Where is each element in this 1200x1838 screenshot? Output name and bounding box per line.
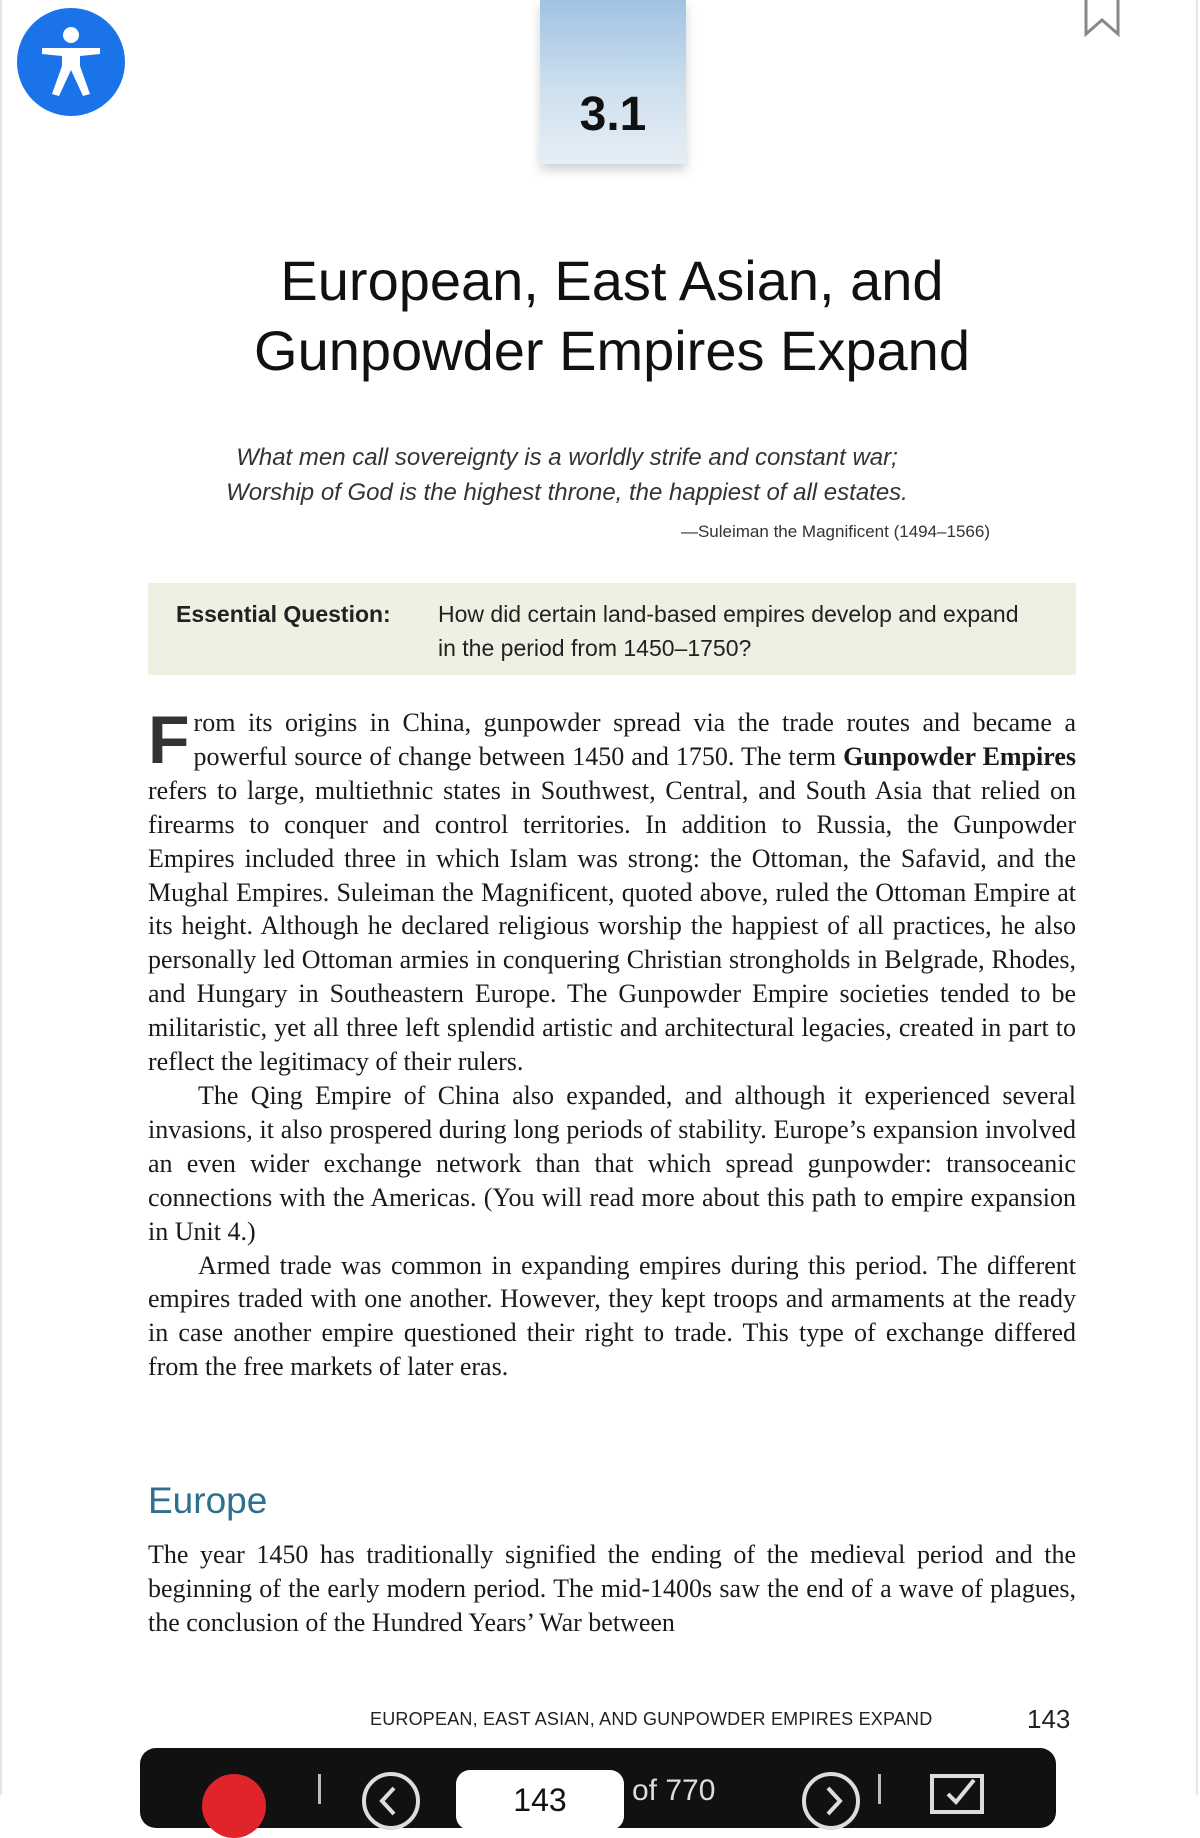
bookmark-button[interactable]: [1083, 0, 1121, 38]
quote-line-2: Worship of God is the highest throne, the happiest of all estates.: [226, 479, 908, 506]
accessibility-button[interactable]: [17, 8, 125, 116]
section-heading: Europe: [148, 1480, 268, 1521]
paragraph-1-part-1: rom its origins in China, gunpowder spread via the trade routes and became a powerful source of change between 1450 and 1750. The term: [193, 708, 1076, 771]
reader-toolbar: [140, 1748, 1056, 1828]
title-line-2: Gunpowder Empires Expand: [254, 319, 970, 382]
record-button[interactable]: [202, 1774, 266, 1838]
previous-page-button[interactable]: [362, 1772, 420, 1830]
key-term: Gunpowder Empires: [843, 741, 1077, 771]
total-pages: of 770: [632, 1774, 716, 1807]
body-text-europe: [148, 1538, 1076, 1640]
section-number-tab: [540, 0, 686, 164]
checkbox-button[interactable]: [930, 1774, 984, 1814]
check-icon: [934, 1778, 980, 1810]
paragraph: Armed trade was common in expanding empires during this period. The different empires traded with one another. However, they kept troops and armaments at the ready in case another empire questioned their right to trade. This type of exchange differed from the free markets of later eras.: [148, 1250, 1076, 1382]
quote-line-1: What men call sovereignty is a worldly strife and constant war;: [236, 444, 898, 471]
essential-question-text: How did certain land-based empires develop and expand in the period from 1450–1750?: [438, 601, 1019, 661]
section-number: 3.1: [579, 88, 647, 141]
page-number: 143: [1027, 1704, 1071, 1734]
next-page-button[interactable]: [802, 1772, 860, 1830]
running-footer-title: EUROPEAN, EAST ASIAN, AND GUNPOWDER EMPIRES EXPAND: [370, 1709, 933, 1729]
toolbar-divider: [878, 1774, 881, 1804]
chevron-left-icon: [366, 1776, 416, 1826]
chevron-right-icon: [806, 1776, 856, 1826]
drop-cap: F: [148, 702, 190, 778]
toolbar-divider: [318, 1774, 321, 1804]
paragraph: [148, 702, 1077, 1079]
essential-question-label: Essential Question:: [176, 601, 391, 627]
page-number-input[interactable]: [456, 1770, 624, 1830]
bookmark-icon: [1083, 0, 1121, 38]
paragraph-1-part-2: refers to large, multiethnic states in Southwest, Central, and South Asia that relied on firearms to conquer and control territories. In addition to Russia, the Gunpowder Empires included three in which Islam was strong: the Ottoman, the Safavid, and the Mughal Empires. Suleiman the Magnificent, quoted above, ruled the Ottoman Empire at its height. Although he declared religious worship the happiest of all practices, he also personally led Ottoman armies in conquering Christian strongholds in Belgrade, Rhodes, and Hungary in Southeastern Europe. The Gunpowder Empire societies tended to be militaristic, yet all three left splendid artistic and architectural legacies, created in part to reflect the legitimacy of their rulers.: [148, 775, 1076, 1077]
accessibility-icon: [38, 26, 104, 98]
page-title: [150, 246, 1074, 386]
paragraph: The year 1450 has traditionally signified the ending of the medieval period and the beginning of the early modern period. The mid-1400s saw the end of a wave of plagues, the conclusion of the Hundred Years’ War between: [148, 1540, 1076, 1637]
epigraph-quote: [150, 440, 984, 510]
paragraph: The Qing Empire of China also expanded, and although it experienced several invasions, it also prospered during long periods of stability. Europe’s expansion involved an even wider exchange network than that which spread gunpowder: transoceanic connections with the Americas. (You will read more about this path to empire expansion in Unit 4.): [148, 1080, 1076, 1246]
quote-attribution: —Suleiman the Magnificent (1494–1566): [680, 522, 990, 541]
essential-question-box: [148, 583, 1076, 675]
body-text: [148, 702, 1077, 1384]
title-line-1: European, East Asian, and: [280, 249, 944, 312]
